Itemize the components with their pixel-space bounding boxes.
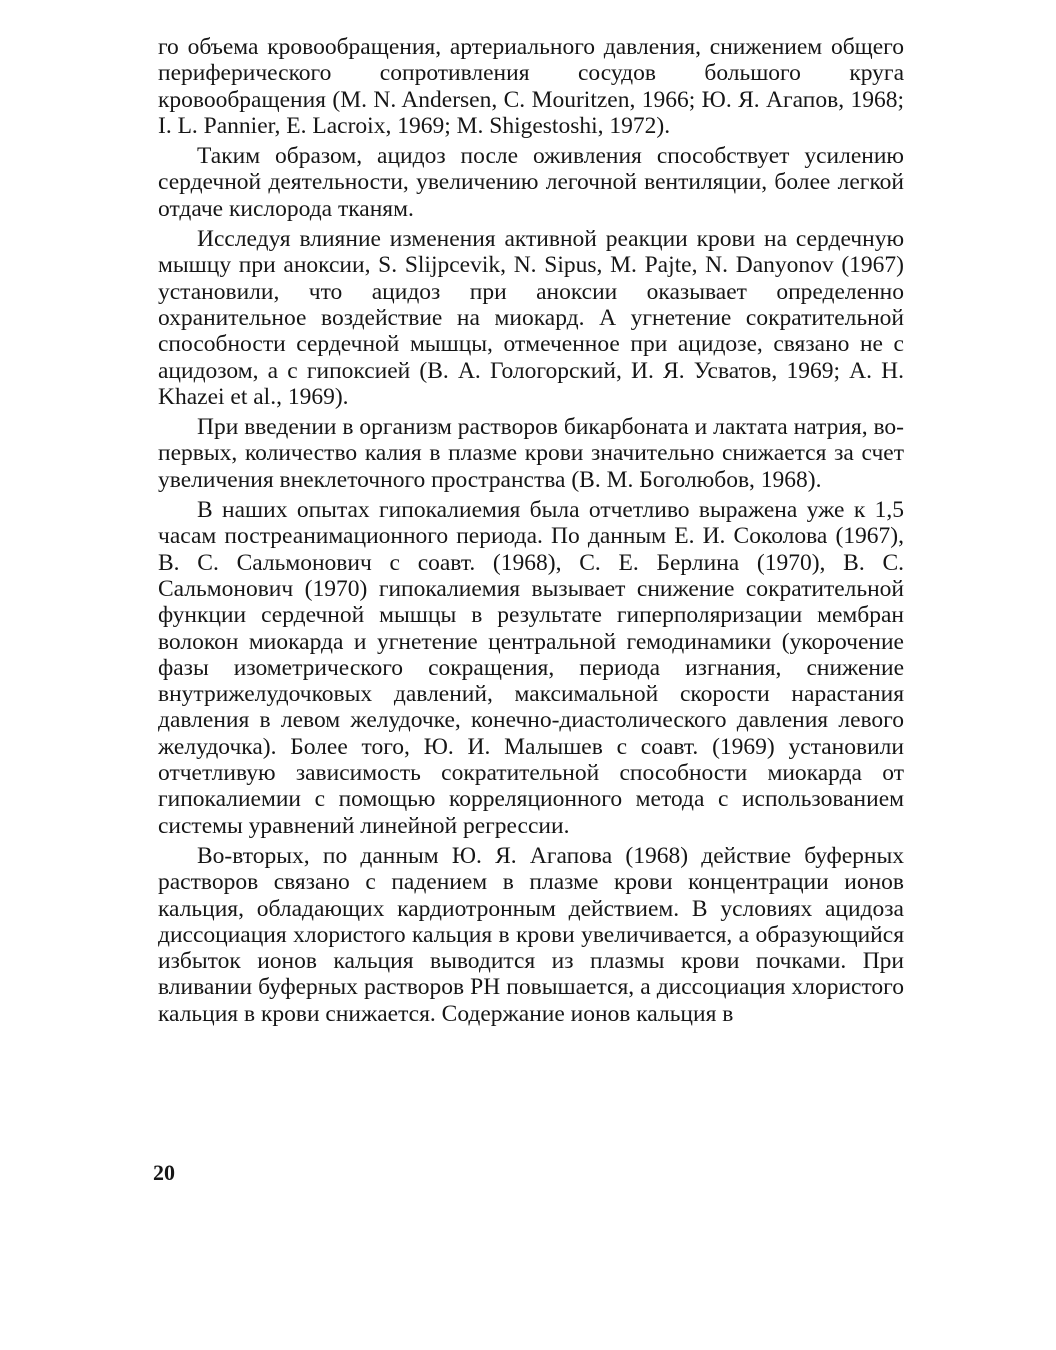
page-number: 20: [153, 1160, 175, 1185]
paragraph-4: При введении в организм растворов бикарбоната и лактата натрия, во-первых, количество калия в плазме крови значительно снижается за счет увеличения внеклеточного пространства (В. М. Боголюбов, 1968).: [158, 414, 904, 493]
paragraph-1: го объема кровообращения, артериального давления, снижением общего периферического сопротивления сосудов большого круга кровообращения (M. N. Andersen, C. Mouritzen, 1966; Ю. Я. Агапов, 1968; I. L. Pannier, E. Lacroix, 1969; M. Shigestoshi, 1972).: [158, 34, 904, 139]
paragraph-5: В наших опытах гипокалиемия была отчетливо выражена уже к 1,5 часам постреанимационного периода. По данным Е. И. Соколова (1967), В. С. Сальмонович с соавт. (1968), С. Е. Берлина (1970), В. С. Сальмонович (1970) гипокалиемия вызывает снижение сократительной функции сердечной мышцы в результате гиперполяризации мембран волокон миокарда и угнетение центральной гемодинамики (укорочение фазы изометрического сокращения, периода изгнания, снижение внутрижелудочковых давлений, максимальной скорости нарастания давления в левом желудочке, конечно-диастолического давления левого желудочка). Более того, Ю. И. Малышев с соавт. (1969) установили отчетливую зависимость сократительной способности миокарда от гипокалиемии с помощью корреляционного метода с использованием системы уравнений линейной регрессии.: [158, 497, 904, 839]
paragraph-2: Таким образом, ацидоз после оживления способствует усилению сердечной деятельности, увеличению легочной вентиляции, более легкой отдаче кислорода тканям.: [158, 143, 904, 222]
page-body: [158, 34, 904, 1031]
paragraph-3: Исследуя влияние изменения активной реакции крови на сердечную мышцу при аноксии, S. Slijpcevik, N. Sipus, M. Pajte, N. Danyonov (1967) установили, что ацидоз при аноксии оказывает определенно охранительное воздействие на миокард. А угнетение сократительной способности сердечной мышцы, отмеченное при ацидозе, связано не с ацидозом, а с гипоксией (В. А. Гологорский, И. Я. Усватов, 1969; A. H. Khazei et al., 1969).: [158, 226, 904, 410]
paragraph-6: Во-вторых, по данным Ю. Я. Агапова (1968) действие буферных растворов связано с падением в плазме крови концентрации ионов кальция, обладающих кардиотронным действием. В условиях ацидоза диссоциация хлористого кальция в крови увеличивается, а образующийся избыток ионов кальция выводится из плазмы крови почками. При вливании буферных растворов PH повышается, а диссоциация хлористого кальция в крови снижается. Содержание ионов кальция в: [158, 842, 904, 1027]
